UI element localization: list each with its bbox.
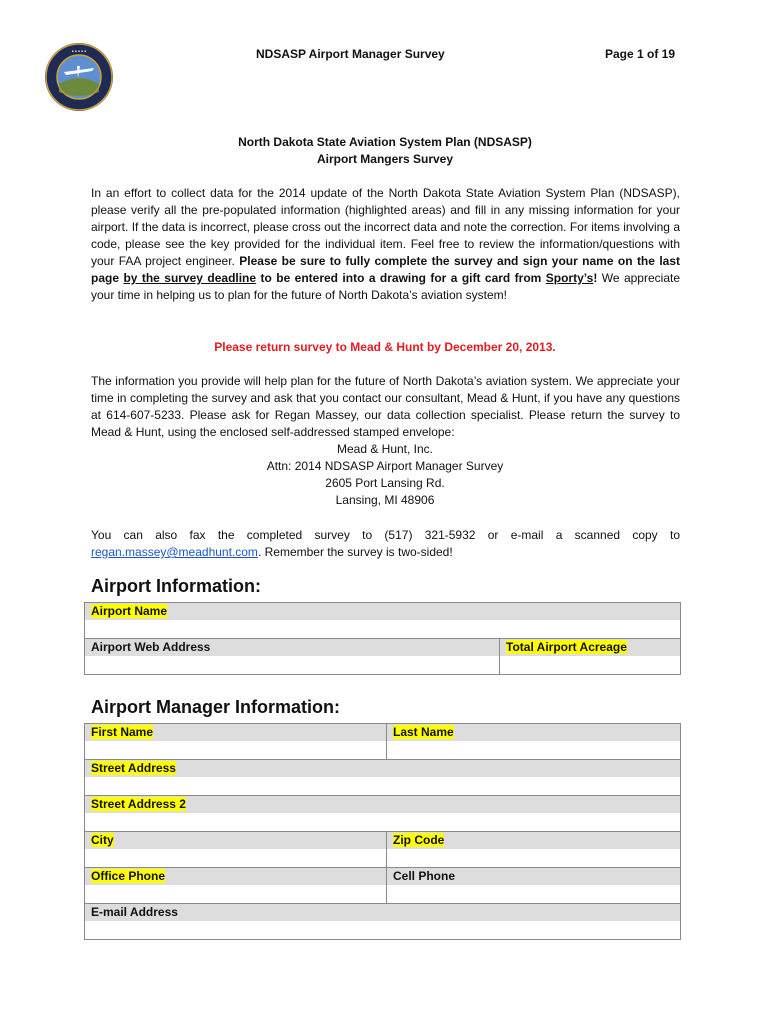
cell-phone-field[interactable]: [387, 885, 680, 903]
airport-name-label: Airport Name: [85, 603, 680, 620]
document-subtitle: Airport Mangers Survey: [316, 152, 454, 166]
manager-info-heading: Airport Manager Information:: [91, 697, 341, 717]
email-address-field[interactable]: [85, 921, 680, 939]
street-address-field[interactable]: [85, 777, 680, 795]
airport-web-label: Airport Web Address: [85, 639, 499, 656]
intro-text-end: We appreciate your time in helping us to plan for the future of North Dakota’s aviation system!: [91, 271, 680, 302]
email-address-label: E-mail Address: [85, 904, 680, 921]
zip-code-field[interactable]: [387, 849, 680, 867]
intro-text: In an effort to collect data for the 2014 update of the North Dakota State Aviation System Plan (NDSASP), please verify all the pre-populated information (highlighted areas) and fill in any missing information for your airport. If the data is incorrect, please cross out the incorrect data and note the correction. For items involving a code, please see the key provided for the individual item. Feel free to review the information/questions with your FAA project engineer.: [91, 186, 680, 268]
address-line-2: Attn: 2014 NDSASP Airport Manager Survey: [266, 459, 504, 473]
svg-text:• • • • •: • • • • •: [71, 49, 87, 55]
document-title: North Dakota State Aviation System Plan (NDSASP): [238, 135, 532, 149]
return-notice: Please return survey to Mead & Hunt by December 20, 2013.: [214, 340, 556, 354]
intro-deadline: by the survey deadline: [123, 271, 257, 285]
address-line-4: Lansing, MI 48906: [335, 493, 435, 507]
intro-bold: Please be sure to fully complete the survey and sign your name on the last page: [91, 254, 680, 285]
last-name-field[interactable]: [387, 741, 680, 759]
airport-info-heading: Airport Information:: [91, 576, 261, 596]
city-field[interactable]: [85, 849, 386, 867]
address-line-3: 2605 Port Lansing Rd.: [325, 476, 445, 490]
aeronautics-commission-seal: [44, 42, 114, 112]
office-phone-field[interactable]: [85, 885, 386, 903]
zip-code-label: Zip Code: [387, 832, 680, 849]
airport-web-field[interactable]: [85, 656, 499, 674]
page-number: Page 1 of 19: [605, 47, 676, 61]
intro-excl: !: [593, 271, 598, 285]
street-address-2-field[interactable]: [85, 813, 680, 831]
header-title: NDSASP Airport Manager Survey: [256, 47, 445, 61]
email-link[interactable]: regan.massey@meadhunt.com: [91, 545, 258, 559]
cell-phone-label: Cell Phone: [387, 868, 680, 885]
street-address-2-label: Street Address 2: [85, 796, 680, 813]
info-paragraph: The information you provide will help plan for the future of North Dakota’s aviation system. We appreciate your time in completing the survey and ask that you contact our consultant, Mead & Hunt, if you have any questions at 614-607-5233. Please ask for Regan Massey, our data collection specialist. Please return the survey to Mead & Hunt, using the enclosed self-addressed stamped envelope:: [91, 374, 680, 439]
airport-acreage-label: Total Airport Acreage: [500, 639, 680, 656]
manager-info-table: [84, 723, 681, 940]
street-address-label: Street Address: [85, 760, 680, 777]
address-line-1: Mead & Hunt, Inc.: [336, 442, 434, 456]
airport-acreage-field[interactable]: [500, 656, 680, 674]
intro-sportys: Sporty’s: [545, 271, 594, 285]
city-label: City: [85, 832, 386, 849]
office-phone-label: Office Phone: [85, 868, 386, 885]
airport-info-table: [84, 602, 681, 675]
fax-paragraph: [91, 527, 680, 561]
airport-name-field[interactable]: [85, 620, 680, 638]
intro-bold-2: to be entered into a drawing for a gift card from: [256, 271, 546, 285]
last-name-label: Last Name: [387, 724, 680, 741]
first-name-label: First Name: [85, 724, 386, 741]
mailing-address: [0, 441, 770, 509]
intro-paragraph: [91, 185, 680, 304]
fax-text: You can also fax the completed survey to (517) 321-5932 or e-mail a scanned copy to: [91, 528, 680, 542]
fax-text-end: . Remember the survey is two-sided!: [257, 545, 453, 559]
first-name-field[interactable]: [85, 741, 386, 759]
